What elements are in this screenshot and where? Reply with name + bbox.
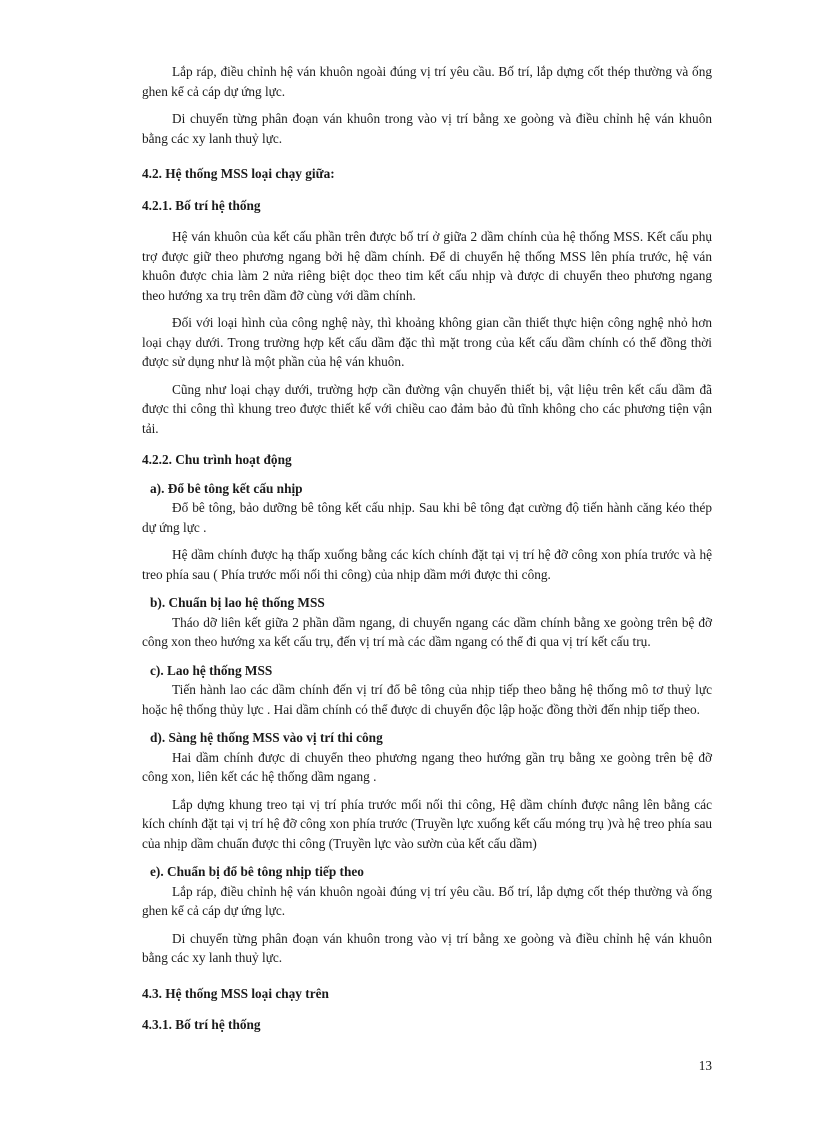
paragraph: Lắp ráp, điều chỉnh hệ ván khuôn ngoài đúng vị trí yêu cầu. Bố trí, lắp dựng cốt thép thường và ống ghen kể cả cáp dự ứng lực.: [142, 883, 712, 918]
paragraph: Đối với loại hình của công nghệ này, thì khoảng không gian cần thiết thực hiện công nghệ nhỏ hơn loại chạy dưới. Trong trường hợp kết cấu dầm đặc thì mặt trong của kết cấu dầm chính có thể đồng thời được sử dụng như là một phần của hệ ván khuôn.: [142, 315, 712, 369]
subsection-heading: 4.3.1. Bố trí hệ thống: [142, 1017, 261, 1032]
paragraph: Hệ ván khuôn của kết cấu phần trên được bố trí ở giữa 2 dầm chính của hệ thống MSS. Kết cấu phụ trợ được giữ theo phương ngang bởi hệ dầm chính. Để di chuyển hệ thống MSS lên phía trước, hệ ván khuôn được chia làm 2 nửa riêng biệt dọc theo tim kết cấu nhịp và được di chuyển theo phương ngang theo hướng xa trụ trên dầm đỡ cùng với dầm chính.: [142, 229, 712, 303]
paragraph: Hệ dầm chính được hạ thấp xuống bằng các kích chính đặt tại vị trí hệ đỡ công xon phía trước và hệ treo phía sau ( Phía trước mối nối thi công) của nhịp dầm mới được thi công.: [142, 547, 712, 582]
paragraph: Hai dầm chính được di chuyển theo phương ngang theo hướng gần trụ bằng xe goòng trên bệ đỡ công xon, liên kết các hệ thống dầm ngang .: [142, 749, 712, 784]
subsection-heading: 4.2.2. Chu trình hoạt động: [142, 452, 292, 467]
step-heading: e). Chuẩn bị đổ bê tông nhịp tiếp theo: [150, 864, 364, 879]
section-heading: 4.2. Hệ thống MSS loại chạy giữa:: [142, 166, 335, 181]
section-heading: 4.3. Hệ thống MSS loại chạy trên: [142, 985, 329, 1001]
page-number: 13: [698, 1058, 712, 1073]
subsection-heading: 4.2.1. Bố trí hệ thống: [142, 197, 261, 213]
paragraph: Tháo dỡ liên kết giữa 2 phần dầm ngang, di chuyển ngang các dầm chính bằng xe goòng trên bệ đỡ công xon theo hướng xa kết cấu trụ, đến vị trí mà các dầm ngang có thể đi qua vị trí kết cấu trụ.: [142, 614, 712, 649]
paragraph: Lắp ráp, điều chỉnh hệ ván khuôn ngoài đúng vị trí yêu cầu. Bố trí, lắp dựng cốt thép thường và ống ghen kể cả cáp dự ứng lực.: [142, 64, 712, 99]
step-heading: a). Đổ bê tông kết cấu nhịp: [150, 480, 303, 496]
paragraph: Tiến hành lao các dầm chính đến vị trí đổ bê tông của nhịp tiếp theo bằng hệ thống mô tơ thuỷ lực hoặc hệ thống thủy lực . Hai dầm chính có thể được di chuyển độc lập hoặc đồng thời đến nhịp tiếp theo.: [142, 682, 712, 717]
paragraph: Lắp dựng khung treo tại vị trí phía trước mối nối thi công, Hệ dầm chính được nâng lên bằng các kích chính đặt tại vị trí hệ đỡ công xon phía trước (Truyền lực xuống kết cấu móng trụ )và hệ treo phía sau của nhịp dầm chuẩn được thi công (Truyền lực vào sườn của kết cấu dầm): [142, 796, 712, 851]
paragraph: Cũng như loại chạy dưới, trường hợp cần đường vận chuyển thiết bị, vật liệu trên kết cấu dầm đã được thi công thì khung treo được thiết kế với chiều cao đảm bảo đủ tĩnh không cho các phương tiện vận tải.: [142, 381, 712, 436]
paragraph: Đổ bê tông, bảo dưỡng bê tông kết cấu nhịp. Sau khi bê tông đạt cường độ tiến hành căng kéo thép dự ứng lực .: [142, 500, 712, 535]
step-heading: d). Sàng hệ thống MSS vào vị trí thi công: [150, 730, 383, 745]
document-body: [142, 62, 712, 1035]
step-heading: c). Lao hệ thống MSS: [150, 662, 273, 678]
paragraph: Di chuyển từng phân đoạn ván khuôn trong vào vị trí bằng xe goòng và điều chỉnh hệ ván khuôn bằng các xy lanh thuỷ lực.: [142, 111, 712, 146]
paragraph: Di chuyển từng phân đoạn ván khuôn trong vào vị trí bằng xe goòng và điều chỉnh hệ ván khuôn bằng các xy lanh thuỷ lực.: [142, 930, 712, 965]
step-heading: b). Chuẩn bị lao hệ thống MSS: [150, 595, 325, 610]
